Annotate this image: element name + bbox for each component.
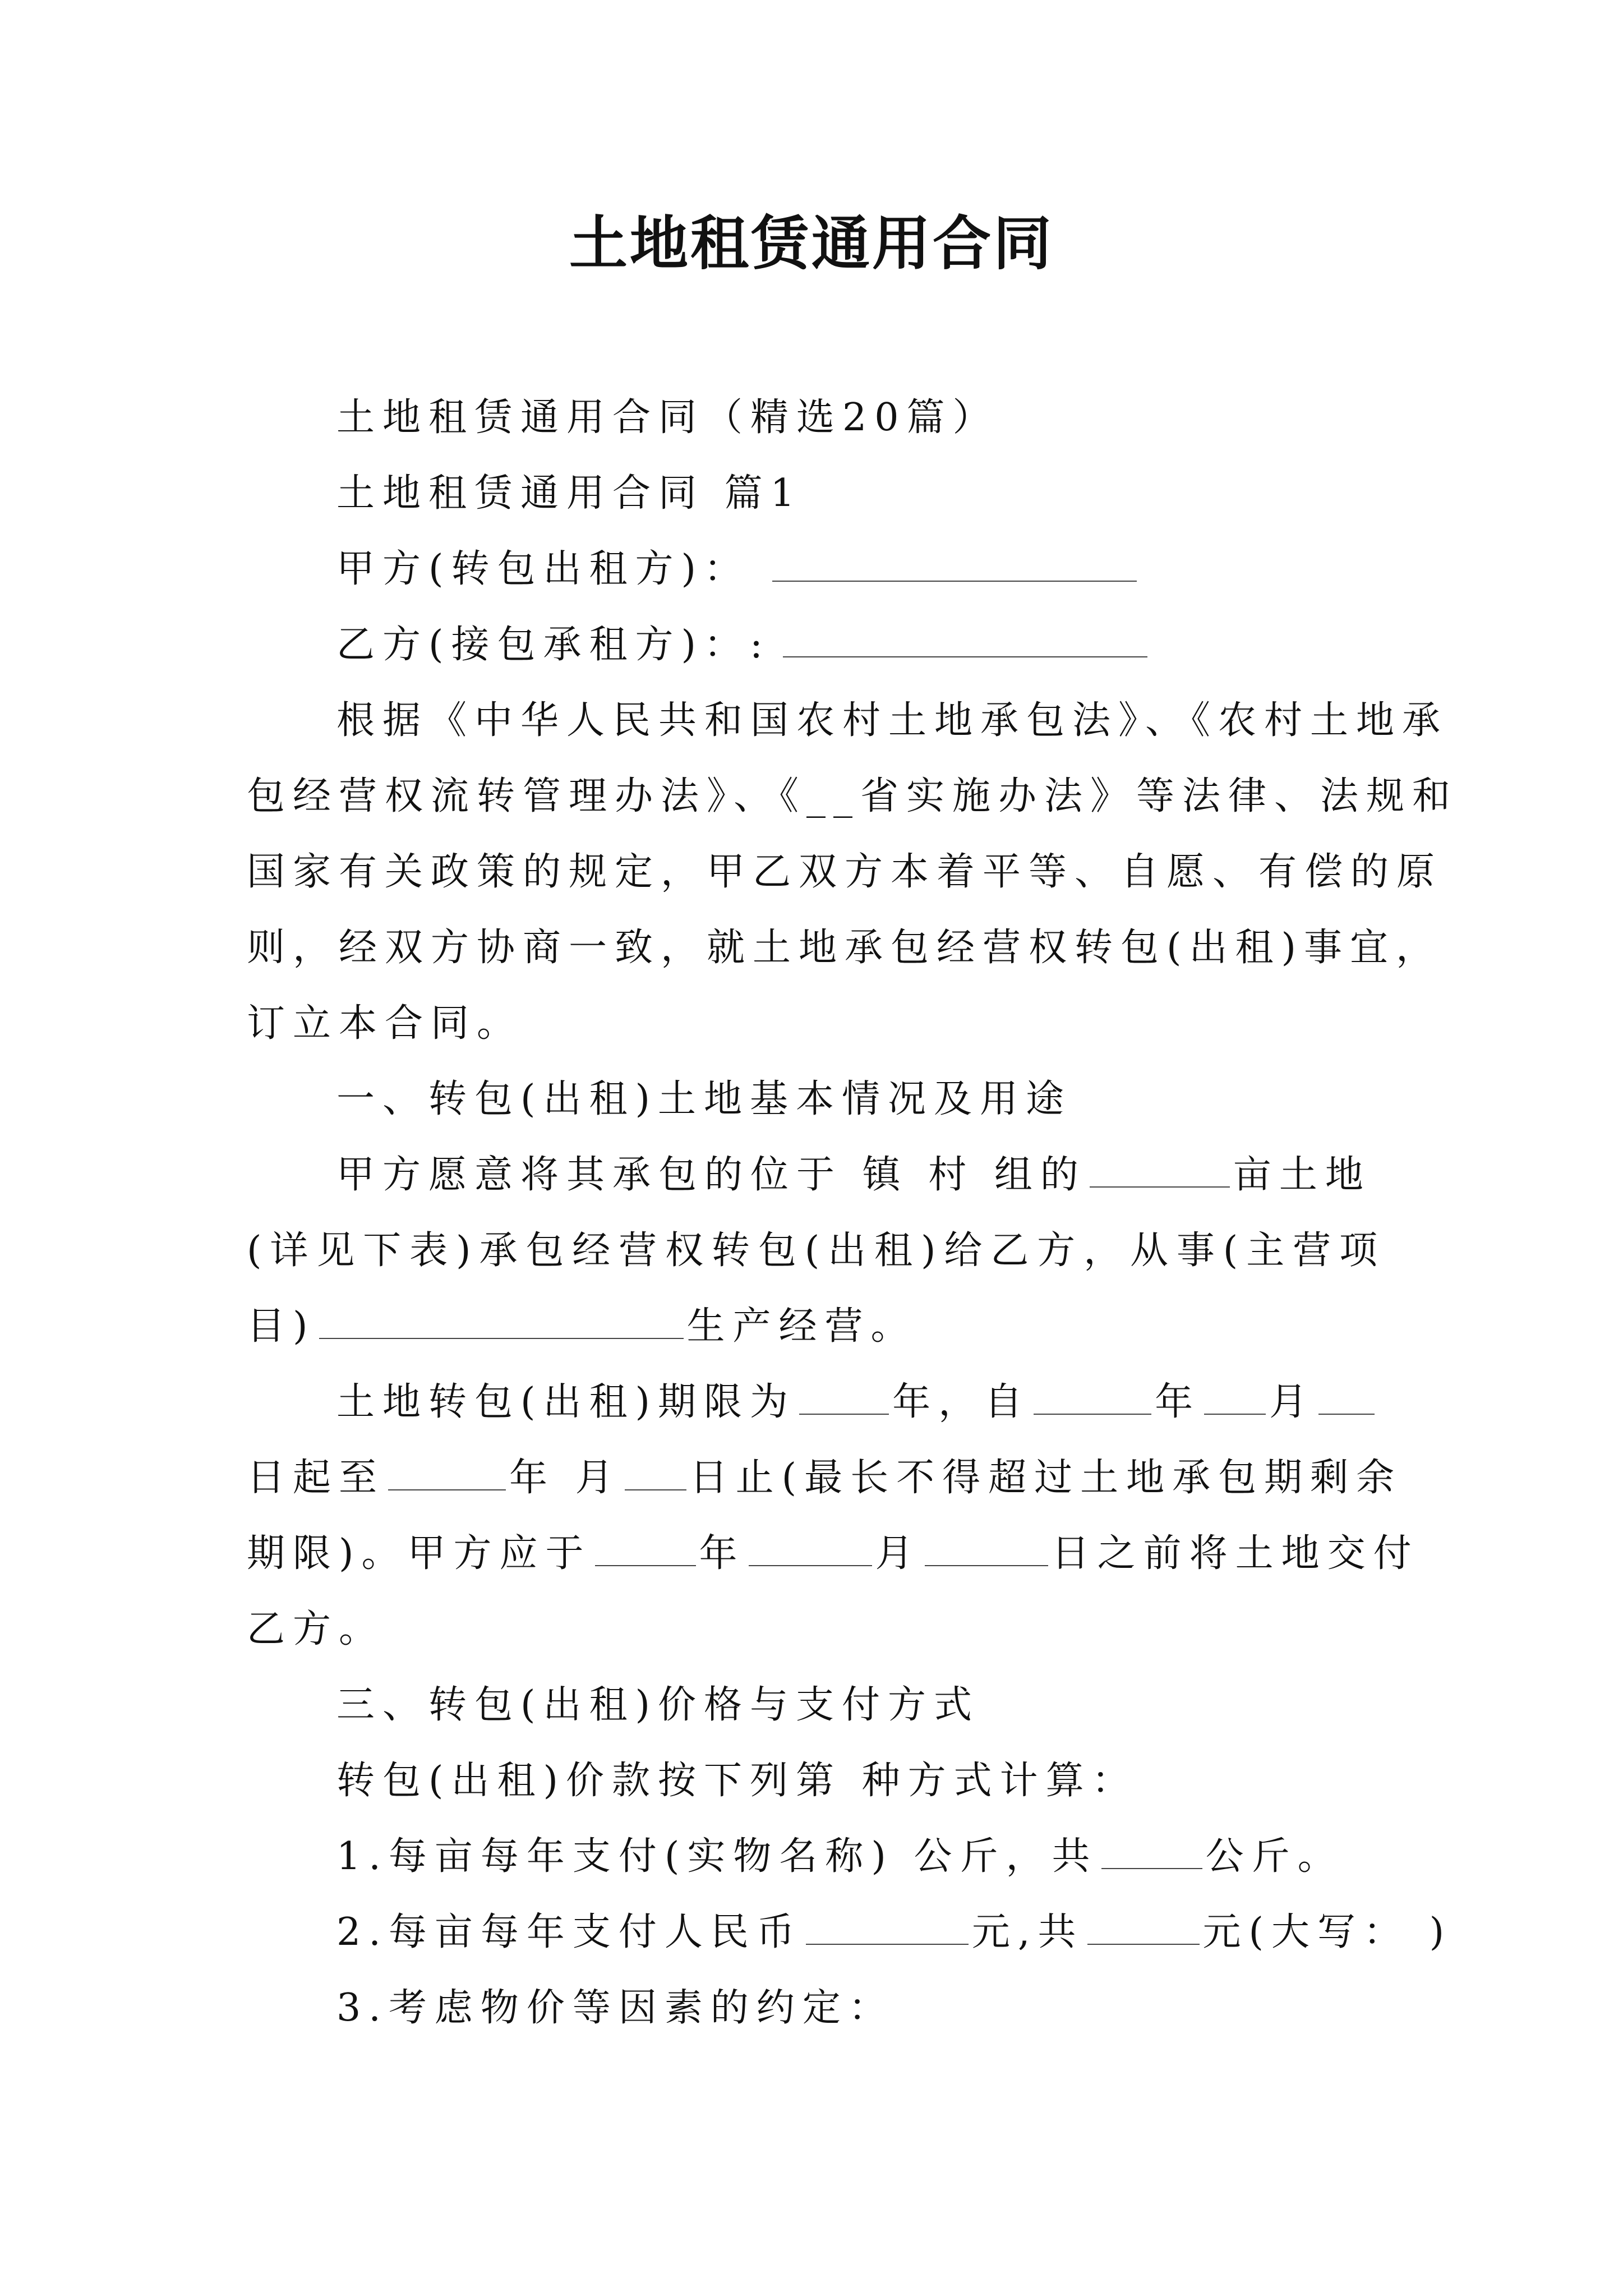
party-b-line: [336, 614, 1385, 669]
area-blank: [1090, 1152, 1230, 1188]
paragraph-line: 国家有关政策的规定，甲乙双方本着平等、自愿、有偿的原: [247, 850, 1443, 894]
text-segment: 元,共: [971, 1910, 1084, 1954]
paragraph-line: [336, 1372, 1385, 1426]
end-day-blank: [625, 1455, 686, 1490]
start-year-blank: [1034, 1379, 1151, 1415]
rmb-per-mu-blank: [806, 1910, 969, 1945]
paragraph-line: 根据《中华人民共和国农村土地承包法》、《农村土地承: [336, 698, 1449, 743]
delivery-day-blank: [925, 1531, 1048, 1566]
text-segment: 土地转包(出租)期限为: [336, 1380, 796, 1424]
delivery-month-blank: [749, 1531, 872, 1566]
text-segment: 公斤。: [1205, 1834, 1344, 1879]
text-segment: 目): [247, 1304, 316, 1349]
text-segment: 日起至: [247, 1456, 385, 1500]
paragraph-line: 则，经双方协商一致，就土地承包经营权转包(出租)事宜，: [247, 926, 1442, 970]
project-blank: [319, 1304, 684, 1339]
paragraph-line: 乙方。: [247, 1607, 385, 1651]
document-title: 土地租赁通用合同: [569, 209, 1054, 278]
text-segment: 年: [1155, 1380, 1201, 1424]
text-segment: 月: [875, 1531, 921, 1576]
paragraph-line: [247, 1523, 1419, 1577]
party-a-line: [336, 539, 1385, 593]
paragraph-line: 订立本合同。: [247, 1001, 523, 1046]
list-item: [336, 1826, 1385, 1880]
term-years-blank: [799, 1379, 889, 1415]
paragraph-line: (详见下表)承包经营权转包(出租)给乙方，从事(主营项: [247, 1228, 1385, 1273]
text-segment: 月: [1269, 1380, 1316, 1424]
text-segment: 年: [699, 1531, 745, 1576]
chapter-heading: 土地租赁通用合同 篇1: [336, 471, 803, 516]
section-heading: 三、转包(出租)价格与支付方式: [336, 1683, 980, 1727]
text-segment: 生产经营。: [686, 1304, 917, 1349]
paragraph-line: [247, 1447, 1403, 1502]
text-segment: 1.每亩每年支付(实物名称) 公斤，共: [336, 1834, 1098, 1879]
party-b-label: 乙方(接包承租方)：:: [336, 623, 771, 667]
text-segment: 甲方愿意将其承包的位于 镇 村 组的: [336, 1153, 1086, 1197]
document-subtitle: 土地租赁通用合同（精选20篇）: [336, 395, 999, 440]
total-kg-blank: [1101, 1834, 1202, 1869]
start-month-blank: [1204, 1379, 1266, 1415]
text-segment: 元(大写： ): [1202, 1910, 1453, 1954]
end-year-blank: [388, 1455, 506, 1490]
text-segment: 年 月: [509, 1456, 621, 1500]
paragraph-line: [336, 1144, 1385, 1199]
section-heading: 一、转包(出租)土地基本情况及用途: [336, 1077, 1072, 1121]
text-segment: 亩土地: [1233, 1153, 1371, 1197]
paragraph-line: 转包(出租)价款按下列第 种方式计算：: [336, 1759, 1138, 1803]
text-segment: 年，自: [892, 1380, 1031, 1424]
start-day-blank: [1318, 1379, 1375, 1415]
party-a-blank: [772, 546, 1137, 582]
party-a-label: 甲方(转包出租方)：: [336, 547, 750, 591]
rmb-total-blank: [1087, 1910, 1200, 1945]
party-b-blank: [783, 622, 1147, 657]
text-segment: 日之前将土地交付: [1051, 1531, 1419, 1576]
text-segment: 2.每亩每年支付人民币: [336, 1910, 803, 1954]
text-segment: 期限)。甲方应于: [247, 1531, 592, 1576]
text-segment: 日止(最长不得超过土地承包期剩余: [689, 1456, 1403, 1500]
paragraph-line: 包经营权流转管理办法》、《__省实施办法》等法律、法规和: [247, 774, 1459, 818]
delivery-year-blank: [595, 1531, 696, 1566]
paragraph-line: [247, 1296, 1385, 1350]
list-item: [336, 1902, 1453, 1956]
list-item: 3.考虑物价等因素的约定：: [336, 1986, 895, 2030]
